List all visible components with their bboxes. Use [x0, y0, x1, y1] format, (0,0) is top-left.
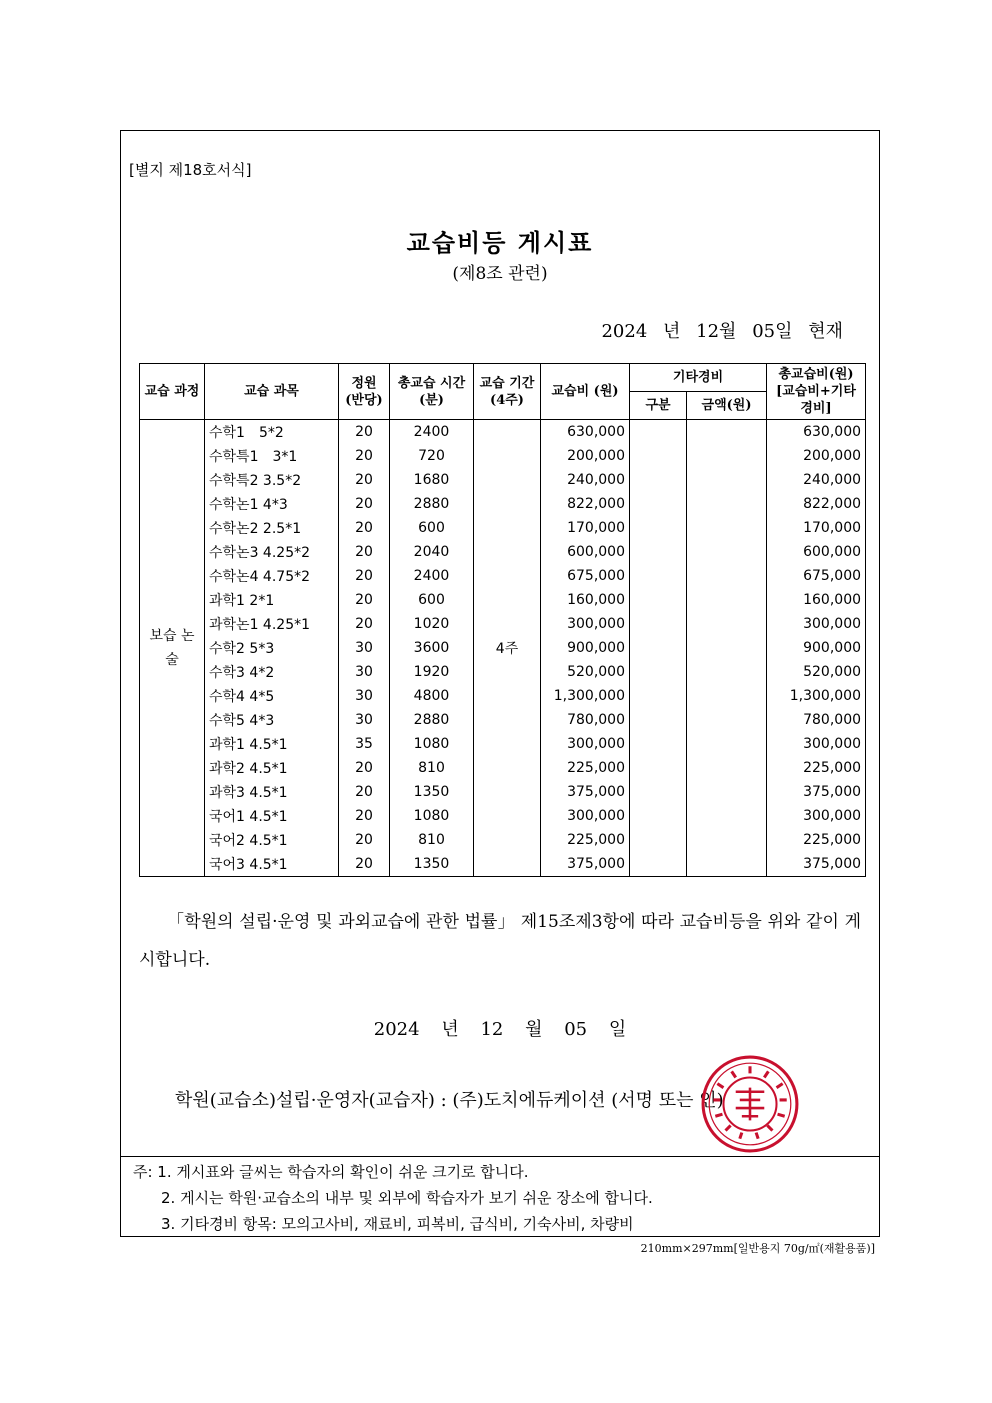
- capacity-cell: 35: [339, 732, 390, 756]
- tuition-cell: 300,000: [541, 804, 630, 828]
- total-cell: 300,000: [767, 732, 866, 756]
- other-type-cell: [630, 852, 687, 877]
- minutes-cell: 2880: [390, 708, 474, 732]
- capacity-cell: 20: [339, 540, 390, 564]
- as-of-month: 12월: [696, 321, 737, 342]
- course-cell: 보습 논술: [140, 420, 205, 877]
- tuition-cell: 200,000: [541, 444, 630, 468]
- subject-cell: 국어1 4.5*1: [205, 804, 339, 828]
- tuition-cell: 160,000: [541, 588, 630, 612]
- subject-cell: 과학2 4.5*1: [205, 756, 339, 780]
- total-cell: 1,300,000: [767, 684, 866, 708]
- form-frame: [120, 130, 880, 1237]
- other-amount-cell: [687, 540, 767, 564]
- tuition-cell: 1,300,000: [541, 684, 630, 708]
- capacity-cell: 30: [339, 636, 390, 660]
- header-total-tuition: 총교습비(원) [교습비+기타 경비]: [767, 364, 866, 420]
- other-amount-cell: [687, 804, 767, 828]
- subject-cell: 수학3 4*2: [205, 660, 339, 684]
- header-subject: 교습 과목: [205, 364, 339, 420]
- tuition-cell: 225,000: [541, 828, 630, 852]
- minutes-cell: 1920: [390, 660, 474, 684]
- date-year-unit: 년: [441, 1019, 459, 1040]
- date-day: 05: [564, 1019, 588, 1040]
- minutes-cell: 4800: [390, 684, 474, 708]
- subject-cell: 국어3 4.5*1: [205, 852, 339, 877]
- capacity-cell: 20: [339, 612, 390, 636]
- tuition-cell: 600,000: [541, 540, 630, 564]
- period-cell: 4주: [474, 420, 541, 877]
- tuition-cell: 240,000: [541, 468, 630, 492]
- tuition-cell: 300,000: [541, 732, 630, 756]
- total-cell: 225,000: [767, 756, 866, 780]
- minutes-cell: 1350: [390, 780, 474, 804]
- table-body: [140, 420, 866, 877]
- minutes-cell: 1680: [390, 468, 474, 492]
- minutes-cell: 2040: [390, 540, 474, 564]
- tuition-table: [139, 363, 866, 877]
- subject-cell: 수학논4 4.75*2: [205, 564, 339, 588]
- total-cell: 200,000: [767, 444, 866, 468]
- capacity-cell: 20: [339, 828, 390, 852]
- subject-cell: 과학3 4.5*1: [205, 780, 339, 804]
- other-type-cell: [630, 756, 687, 780]
- subject-cell: 수학논1 4*3: [205, 492, 339, 516]
- capacity-cell: 20: [339, 516, 390, 540]
- subject-cell: 과학1 2*1: [205, 588, 339, 612]
- header-period: 교습 기간 (4주): [474, 364, 541, 420]
- capacity-cell: 30: [339, 660, 390, 684]
- as-of-date: [591, 317, 843, 343]
- header-capacity: 정원 (반당): [339, 364, 390, 420]
- capacity-cell: 30: [339, 708, 390, 732]
- footnote-3: 3. 기타경비 항목: 모의고사비, 재료비, 피복비, 급식비, 기숙사비, 차량비: [161, 1215, 634, 1233]
- minutes-cell: 1080: [390, 804, 474, 828]
- total-cell: 822,000: [767, 492, 866, 516]
- as-of-year-unit: 년: [663, 321, 681, 342]
- other-amount-cell: [687, 636, 767, 660]
- subject-cell: 수학5 4*3: [205, 708, 339, 732]
- minutes-cell: 600: [390, 588, 474, 612]
- subject-cell: 수학4 4*5: [205, 684, 339, 708]
- total-cell: 375,000: [767, 780, 866, 804]
- subject-cell: 과학논1 4.25*1: [205, 612, 339, 636]
- total-cell: 675,000: [767, 564, 866, 588]
- other-amount-cell: [687, 732, 767, 756]
- other-type-cell: [630, 540, 687, 564]
- date-day-unit: 일: [608, 1019, 627, 1040]
- other-type-cell: [630, 420, 687, 445]
- form-label: [별지 제18호서식]: [129, 161, 252, 179]
- other-amount-cell: [687, 708, 767, 732]
- other-type-cell: [630, 444, 687, 468]
- other-amount-cell: [687, 444, 767, 468]
- tuition-cell: 900,000: [541, 636, 630, 660]
- posting-date: [121, 1015, 879, 1041]
- capacity-cell: 20: [339, 852, 390, 877]
- other-amount-cell: [687, 756, 767, 780]
- header-course: 교습 과정: [140, 364, 205, 420]
- capacity-cell: 20: [339, 780, 390, 804]
- other-type-cell: [630, 516, 687, 540]
- operator-signature-line: 학원(교습소)설립·운영자(교습자) : (주)도치에듀케이션 (서명 또는 인): [175, 1090, 724, 1111]
- other-amount-cell: [687, 684, 767, 708]
- subject-cell: 수학논2 2.5*1: [205, 516, 339, 540]
- company-seal-icon: [699, 1053, 801, 1155]
- other-amount-cell: [687, 612, 767, 636]
- other-type-cell: [630, 828, 687, 852]
- capacity-cell: 20: [339, 804, 390, 828]
- as-of-day: 05일: [752, 321, 793, 342]
- tuition-cell: 225,000: [541, 756, 630, 780]
- capacity-cell: 30: [339, 684, 390, 708]
- total-cell: 300,000: [767, 612, 866, 636]
- subject-cell: 수학2 5*3: [205, 636, 339, 660]
- capacity-cell: 20: [339, 492, 390, 516]
- minutes-cell: 1020: [390, 612, 474, 636]
- tuition-cell: 375,000: [541, 852, 630, 877]
- total-cell: 375,000: [767, 852, 866, 877]
- other-type-cell: [630, 780, 687, 804]
- capacity-cell: 20: [339, 420, 390, 445]
- other-type-cell: [630, 612, 687, 636]
- other-amount-cell: [687, 828, 767, 852]
- minutes-cell: 2400: [390, 564, 474, 588]
- other-amount-cell: [687, 492, 767, 516]
- as-of-suffix: 현재: [808, 321, 843, 342]
- capacity-cell: 20: [339, 468, 390, 492]
- other-amount-cell: [687, 660, 767, 684]
- subject-cell: 수학특1 3*1: [205, 444, 339, 468]
- tuition-cell: 780,000: [541, 708, 630, 732]
- tuition-cell: 630,000: [541, 420, 630, 445]
- other-amount-cell: [687, 588, 767, 612]
- total-cell: 225,000: [767, 828, 866, 852]
- date-month-unit: 월: [525, 1019, 543, 1040]
- other-amount-cell: [687, 564, 767, 588]
- header-tuition: 교습비 (원): [541, 364, 630, 420]
- minutes-cell: 1080: [390, 732, 474, 756]
- header-other-expenses: 기타경비: [630, 364, 767, 392]
- other-type-cell: [630, 660, 687, 684]
- other-amount-cell: [687, 420, 767, 445]
- header-other-type: 구분: [630, 392, 687, 420]
- subject-cell: 수학특2 3.5*2: [205, 468, 339, 492]
- total-cell: 240,000: [767, 468, 866, 492]
- tuition-cell: 300,000: [541, 612, 630, 636]
- capacity-cell: 20: [339, 444, 390, 468]
- total-cell: 300,000: [767, 804, 866, 828]
- total-cell: 780,000: [767, 708, 866, 732]
- total-cell: 520,000: [767, 660, 866, 684]
- minutes-cell: 720: [390, 444, 474, 468]
- subject-cell: 수학논3 4.25*2: [205, 540, 339, 564]
- other-amount-cell: [687, 852, 767, 877]
- tuition-cell: 170,000: [541, 516, 630, 540]
- other-amount-cell: [687, 516, 767, 540]
- footnote-1: 주: 1. 게시표와 글씨는 학습자의 확인이 쉬운 크기로 합니다.: [133, 1163, 529, 1181]
- other-type-cell: [630, 708, 687, 732]
- other-type-cell: [630, 636, 687, 660]
- total-cell: 160,000: [767, 588, 866, 612]
- table-row: [140, 420, 866, 445]
- subject-cell: 수학1 5*2: [205, 420, 339, 445]
- minutes-cell: 2400: [390, 420, 474, 445]
- capacity-cell: 20: [339, 564, 390, 588]
- subject-cell: 국어2 4.5*1: [205, 828, 339, 852]
- date-year: 2024: [373, 1019, 420, 1040]
- other-type-cell: [630, 492, 687, 516]
- footnote-2: 2. 게시는 학원·교습소의 내부 및 외부에 학습자가 보기 쉬운 장소에 합니다.: [161, 1189, 653, 1207]
- other-type-cell: [630, 732, 687, 756]
- capacity-cell: 20: [339, 756, 390, 780]
- footnotes: [121, 1156, 879, 1239]
- notice-text: 「학원의 설립·운영 및 과외교습에 관한 법률」 제15조제3항에 따라 교습비등을 위와 같이 게시합니다.: [139, 912, 861, 970]
- as-of-year: 2024: [601, 321, 648, 342]
- subject-cell: 과학1 4.5*1: [205, 732, 339, 756]
- other-amount-cell: [687, 468, 767, 492]
- tuition-cell: 520,000: [541, 660, 630, 684]
- minutes-cell: 1350: [390, 852, 474, 877]
- page-subtitle: (제8조 관련): [452, 264, 548, 284]
- other-type-cell: [630, 804, 687, 828]
- total-cell: 630,000: [767, 420, 866, 445]
- other-type-cell: [630, 588, 687, 612]
- other-amount-cell: [687, 780, 767, 804]
- total-cell: 900,000: [767, 636, 866, 660]
- tuition-cell: 675,000: [541, 564, 630, 588]
- header-total-hours: 총교습 시간(분): [390, 364, 474, 420]
- page-title: 교습비등 게시표: [406, 229, 594, 257]
- other-type-cell: [630, 468, 687, 492]
- other-type-cell: [630, 684, 687, 708]
- tuition-cell: 822,000: [541, 492, 630, 516]
- capacity-cell: 20: [339, 588, 390, 612]
- minutes-cell: 810: [390, 756, 474, 780]
- minutes-cell: 3600: [390, 636, 474, 660]
- paper-spec: 210mm×297mm[일반용지 70g/㎡(재활용품)]: [640, 1242, 875, 1255]
- minutes-cell: 600: [390, 516, 474, 540]
- header-other-amount: 금액(원): [687, 392, 767, 420]
- minutes-cell: 810: [390, 828, 474, 852]
- total-cell: 170,000: [767, 516, 866, 540]
- tuition-cell: 375,000: [541, 780, 630, 804]
- date-month: 12: [480, 1019, 504, 1040]
- other-type-cell: [630, 564, 687, 588]
- total-cell: 600,000: [767, 540, 866, 564]
- minutes-cell: 2880: [390, 492, 474, 516]
